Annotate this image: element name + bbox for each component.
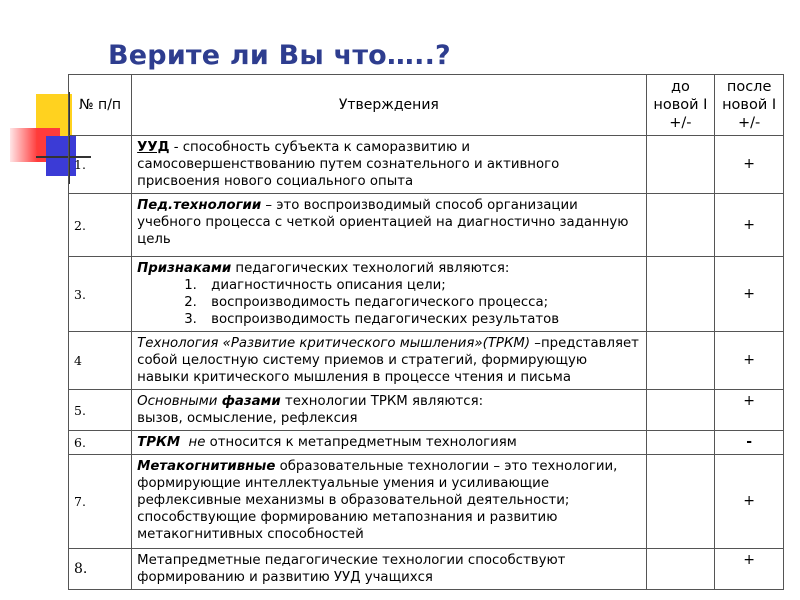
after-cell[interactable]: + <box>715 136 784 194</box>
table-row <box>69 549 784 590</box>
statement-cell <box>132 549 646 590</box>
after-cell[interactable]: - <box>715 431 784 455</box>
statement-text: педагогических технологий являются: <box>231 261 510 276</box>
row-number: 5. <box>69 390 132 431</box>
header-num: № п/п <box>69 75 132 136</box>
after-cell[interactable]: + <box>715 257 784 332</box>
statement-text: Основными <box>137 394 222 409</box>
table-header-row <box>69 75 784 136</box>
statement-negation: не <box>188 435 206 450</box>
table-row <box>69 390 784 431</box>
statement-term: Метакогнитивные <box>137 459 276 474</box>
after-cell[interactable]: + <box>715 332 784 390</box>
statement-text: образовательные технологии – это технологии, формирующие интеллектуальные умения и усиливающие рефлексивные механизмы в образовательной деятельности; способствующие формированию метапознания и развитию метакогнитивных способностей <box>137 459 618 542</box>
statement-cell <box>132 136 646 194</box>
statement-text: – это воспроизводимый способ организации учебного процесса с четкой ориентацией на диагностично заданную цель <box>137 198 629 247</box>
before-cell[interactable] <box>646 257 715 332</box>
row-number: 7. <box>69 455 132 549</box>
statement-cell <box>132 332 646 390</box>
row-number: 6. <box>69 431 132 455</box>
row-number: 1. <box>69 136 132 194</box>
after-cell[interactable]: + <box>715 390 784 431</box>
statement-term: Признаками <box>137 261 232 276</box>
before-cell[interactable] <box>646 194 715 257</box>
after-cell[interactable]: + <box>715 455 784 549</box>
statement-term: УУД <box>137 140 170 155</box>
row-number: 2. <box>69 194 132 257</box>
statement-term: Пед.технологии <box>137 198 262 213</box>
row-number: 3. <box>69 257 132 332</box>
before-cell[interactable] <box>646 390 715 431</box>
before-cell[interactable] <box>646 136 715 194</box>
table-row <box>69 332 784 390</box>
page-title: Верите ли Вы что…..? <box>108 40 451 71</box>
statement-text: вызов, осмысление, рефлексия <box>137 411 358 426</box>
statements-table <box>68 74 784 590</box>
header-before: до новой I +/- <box>646 75 715 136</box>
table-row <box>69 455 784 549</box>
before-cell[interactable] <box>646 549 715 590</box>
table-row <box>69 431 784 455</box>
statement-text: - способность субъекта к саморазвитию и самосовершенствованию путем сознательного и активного присвоения нового социального опыта <box>137 140 560 189</box>
statement-cell <box>132 194 646 257</box>
table-row <box>69 136 784 194</box>
statement-term: фазами <box>221 394 281 409</box>
list-item: 3. воспроизводимость педагогических результатов <box>201 311 640 328</box>
header-statement: Утверждения <box>132 75 646 136</box>
statement-cell <box>132 257 646 332</box>
statement-cell <box>132 455 646 549</box>
row-number: 4 <box>69 332 132 390</box>
statement-text: относится к метапредметным технологиям <box>205 435 517 450</box>
statement-text: –представляет собой целостную систему приемов и стратегий, формирующую навыки критического мышления в процессе чтения и письма <box>137 336 639 385</box>
table-row <box>69 257 784 332</box>
statement-text: Метапредметные педагогические технологии способствуют формированию и развитию УУД учащихся <box>137 553 566 585</box>
statement-text: технологии ТРКМ являются: <box>280 394 484 409</box>
after-cell[interactable]: + <box>715 549 784 590</box>
table-row <box>69 194 784 257</box>
statement-term: Технология «Развитие критического мышления»(ТРКМ) <box>137 336 531 351</box>
statement-term: ТРКМ <box>137 435 181 450</box>
row-number: 8. <box>69 549 132 590</box>
after-cell[interactable]: + <box>715 194 784 257</box>
statement-cell <box>132 431 646 455</box>
before-cell[interactable] <box>646 455 715 549</box>
list-item: 2. воспроизводимость педагогического процесса; <box>201 294 640 311</box>
list-item: 1. диагностичность описания цели; <box>201 277 640 294</box>
features-list <box>137 277 640 328</box>
before-cell[interactable] <box>646 431 715 455</box>
statement-cell <box>132 390 646 431</box>
before-cell[interactable] <box>646 332 715 390</box>
header-after: после новой I +/- <box>715 75 784 136</box>
